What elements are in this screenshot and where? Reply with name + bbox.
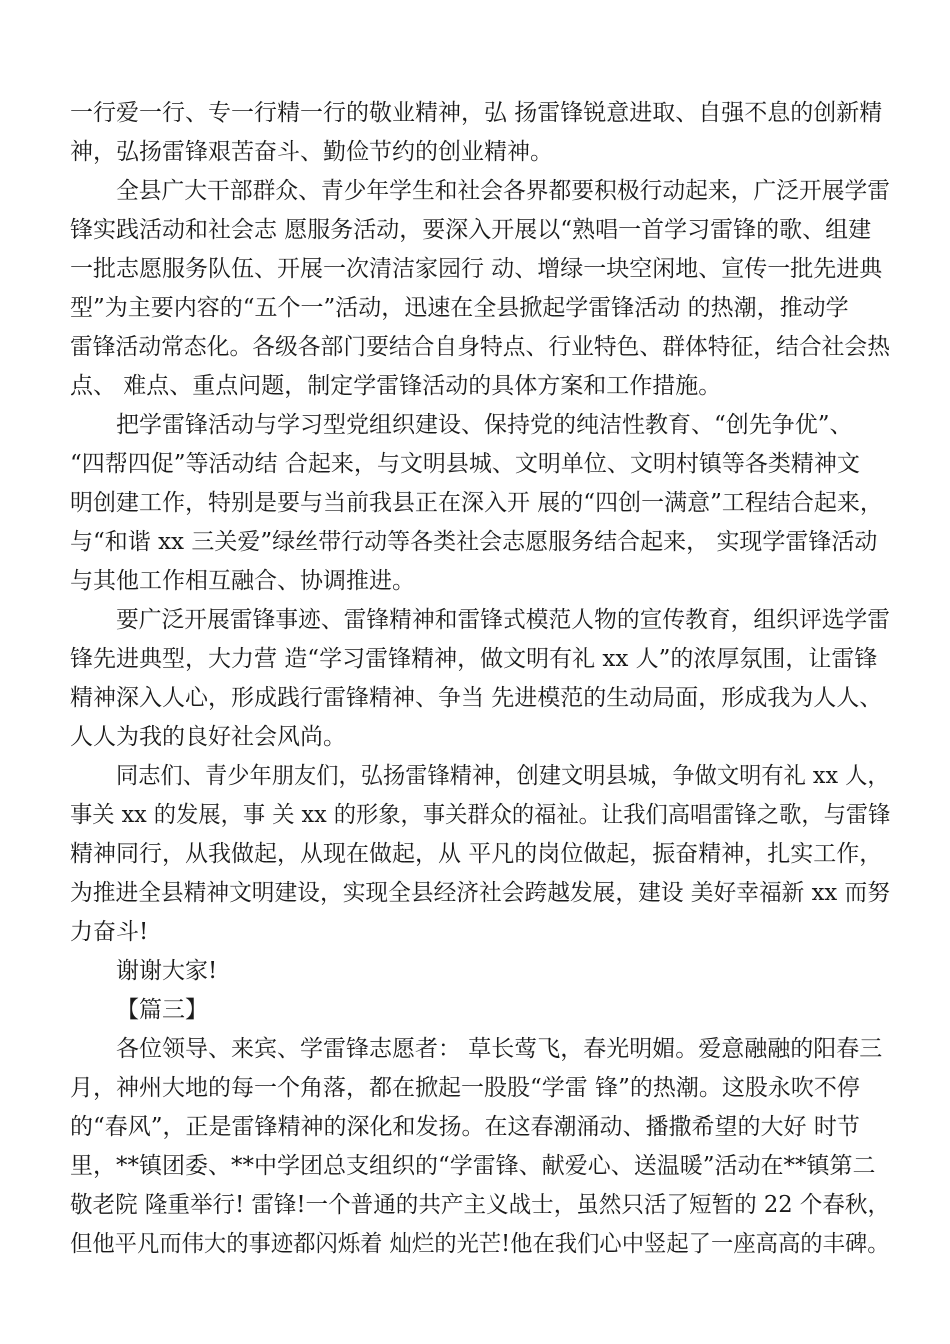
text-line: 精神同行，从我做起，从现在做起，从 平凡的岗位做起，振奋精神，扎实工作， (70, 841, 883, 867)
text-line-content: 为推进全县精神文明建设，实现全县经济社会跨越发展，建设 美好幸福新 xx 而努 (70, 880, 890, 906)
text-line: 神，弘扬雷锋艰苦奋斗、勤俭节约的创业精神。 (70, 139, 553, 165)
text-line: 里，**镇团委、**中学团总支组织的“学雷锋、献爱心、送温暖”活动在**镇第二 (70, 1153, 876, 1179)
text-line (70, 1186, 890, 1225)
text-line: 锋先进典型，大力营 造“学习雷锋精神，做文明有礼 xx 人”的浓厚氛围，让雷锋 (70, 646, 878, 672)
text-line (70, 601, 890, 640)
text-line-content: 同志们、青少年朋友们，弘扬雷锋精神，创建文明县城，争做文明有礼 xx 人， (116, 763, 890, 789)
text-line: 各位领导、来宾、学雷锋志愿者： 草长莺飞，春光明媚。爱意融融的阳春三 (116, 1036, 883, 1062)
text-line: 月，神州大地的每一个角落，都在掀起一股股“学雷 锋”的热潮。这股永吹不停 (70, 1075, 860, 1101)
text-line (70, 1225, 890, 1264)
text-line: 点、 难点、重点问题，制定学雷锋活动的具体方案和工作措施。 (70, 373, 722, 399)
text-line (70, 172, 890, 211)
text-line: 精神深入人心，形成践行雷锋精神、争当 先进模范的生动局面，形成我为人人、 (70, 685, 883, 711)
text-line: 谢谢大家! (116, 958, 218, 984)
text-line-content: 雷锋活动常态化。各级各部门要结合自身特点、行业特色、群体特征，结合社会热 (70, 334, 890, 360)
text-line: 的“春风”，正是雷锋精神的深化和发扬。在这春潮涌动、播撒希望的大好 时节 (70, 1114, 860, 1140)
text-line: 一行爱一行、专一行精一行的敬业精神，弘 扬雷锋锐意进取、自强不息的创新精 (70, 100, 883, 126)
text-line: 把学雷锋活动与学习型党组织建设、保持党的纯洁性教育、“创先争优”、 (116, 412, 853, 438)
text-line-content: 要广泛开展雷锋事迹、雷锋精神和雷锋式模范人物的宣传教育，组织评选学雷 (116, 607, 890, 633)
text-line-content: 全县广大干部群众、青少年学生和社会各界都要积极行动起来，广泛开展学雷 (116, 178, 890, 204)
text-line (70, 328, 890, 367)
text-line: “四帮四促”等活动结 合起来，与文明县城、文明单位、文明村镇等各类精神文 (70, 451, 860, 477)
text-line-content: 敬老院 隆重举行! 雷锋!一个普通的共产主义战士，虽然只活了短暂的 22 个春秋， (70, 1192, 890, 1218)
text-line: 型”为主要内容的“五个一”活动，迅速在全县掀起学雷锋活动 的热潮，推动学 (70, 295, 849, 321)
text-line: 一批志愿服务队伍、开展一次清洁家园行 动、增绿一块空闲地、宣传一批先进典 (70, 256, 883, 282)
text-line-content: 事关 xx 的发展，事 关 xx 的形象，事关群众的福祉。让我们高唱雷锋之歌，与雷锋 (70, 802, 890, 828)
text-line: 与“和谐 xx 三关爱”绿丝带行动等各类社会志愿服务结合起来， 实现学雷锋活动 (70, 529, 878, 555)
text-line: 人人为我的良好社会风尚。 (70, 724, 346, 750)
text-line-content: 但他平凡而伟大的事迹都闪烁着 灿烂的光芒!他在我们心中竖起了一座高高的丰碑。 (70, 1231, 890, 1257)
text-line (70, 874, 890, 913)
text-line (70, 796, 890, 835)
text-line: 力奋斗! (70, 919, 149, 945)
document-body (70, 94, 890, 1264)
text-line: 与其他工作相互融合、协调推进。 (70, 568, 415, 594)
text-line: 锋实践活动和社会志 愿服务活动，要深入开展以“熟唱一首学习雷锋的歌、组建 (70, 217, 872, 243)
text-line: 【篇三】 (116, 997, 208, 1023)
text-line (70, 757, 890, 796)
text-line: 明创建工作，特别是要与当前我县正在深入开 展的“四创一满意”工程结合起来， (70, 490, 883, 516)
